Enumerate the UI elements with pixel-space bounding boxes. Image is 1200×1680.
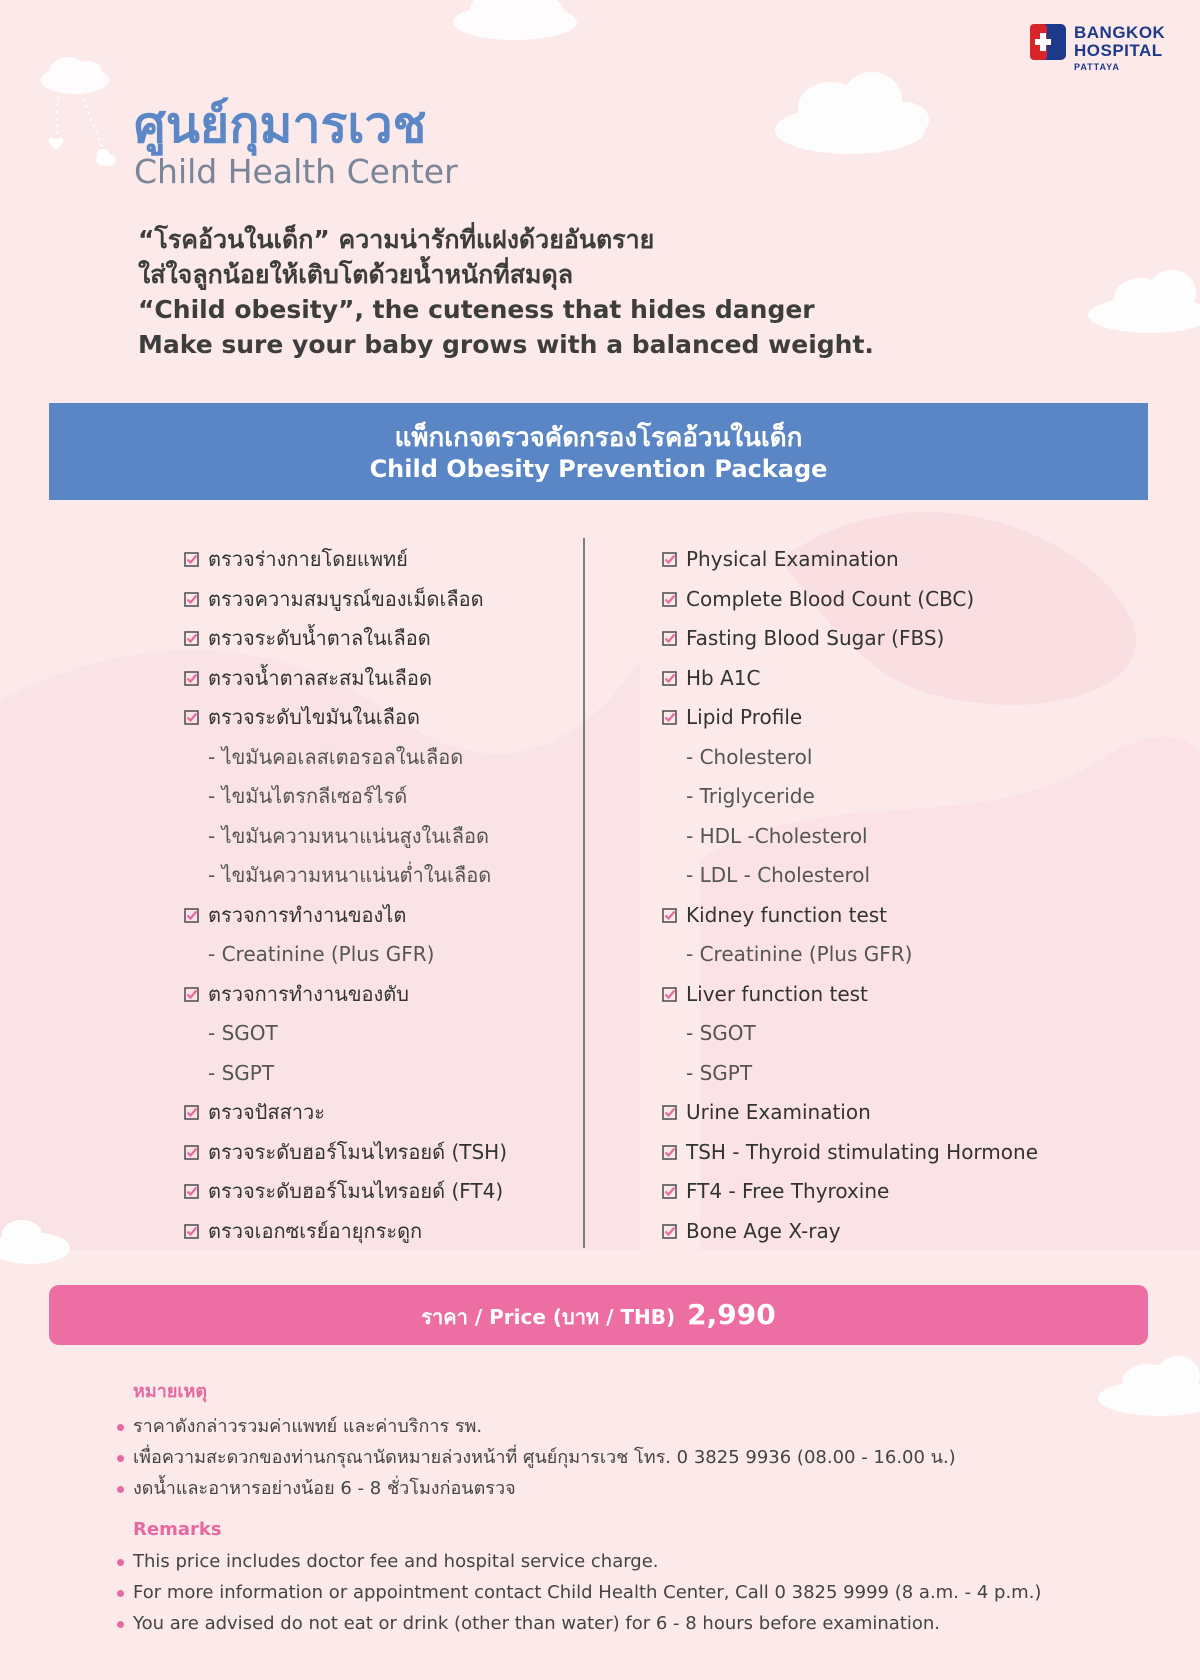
list-item: [662, 817, 1082, 857]
list-item: [184, 975, 564, 1015]
remark-item: เพื่อความสะดวกของท่านกรุณานัดหมายล่วงหน้าที่ ศูนย์กุมารเวช โทร. 0 3825 9936 (08.00 - 16.00 น.): [117, 1442, 956, 1473]
list-item: [662, 777, 1082, 817]
list-item: [184, 1133, 564, 1173]
list-item: [184, 856, 564, 896]
checkbox-checked-icon: [184, 1105, 199, 1120]
item-label: FT4 - Free Thyroxine: [686, 1179, 890, 1203]
list-item: [184, 738, 564, 778]
item-label: ตรวจการทำงานของตับ: [208, 981, 409, 1006]
hanging-string: [56, 90, 60, 142]
checkbox-checked-icon: [184, 908, 199, 923]
checkbox-checked-icon: [662, 1224, 677, 1239]
cloud-icon: [1098, 1356, 1200, 1416]
checkbox-checked-icon: [184, 1224, 199, 1239]
item-label: ตรวจระดับไขมันในเลือด: [208, 705, 420, 729]
list-item: [184, 659, 564, 699]
remarks-thai: [117, 1376, 956, 1504]
intro-line: Make sure your baby grows with a balanced weight.: [138, 330, 874, 359]
sub-item-label: - ไขมันความหนาแน่นต่ำในเลือด: [208, 863, 492, 887]
list-item: [662, 580, 1082, 620]
sub-item-label: - SGPT: [208, 1060, 275, 1085]
list-item: [662, 856, 1082, 896]
checkbox-checked-icon: [662, 987, 677, 1002]
intro-line: “Child obesity”, the cuteness that hides danger: [138, 295, 815, 324]
checkbox-checked-icon: [184, 671, 199, 686]
list-item: [184, 935, 564, 975]
checkbox-checked-icon: [662, 710, 677, 725]
item-label: Lipid Profile: [686, 705, 803, 729]
list-item: [662, 1014, 1082, 1054]
list-item: [662, 1212, 1082, 1252]
intro-line: ใส่ใจลูกน้อยให้เติบโตด้วยน้ำหนักที่สมดุล: [138, 260, 574, 289]
remark-item: For more information or appointment contact Child Health Center, Call 0 3825 9999 (8 a.m. - 4 p.m.): [117, 1577, 1041, 1608]
list-item: [184, 1054, 564, 1094]
checkbox-checked-icon: [184, 552, 199, 567]
checkbox-checked-icon: [662, 1145, 677, 1160]
checkbox-checked-icon: [662, 671, 677, 686]
item-label: Kidney function test: [686, 902, 888, 927]
list-item: [184, 540, 564, 580]
package-title-thai: แพ็กเกจตรวจคัดกรองโรคอ้วนในเด็ก: [394, 423, 803, 453]
item-label: Liver function test: [686, 981, 868, 1006]
checkbox-checked-icon: [662, 592, 677, 607]
logo-text-bangkok: BANGKOK: [1074, 23, 1166, 42]
hospital-logo: [1030, 24, 1190, 76]
checkbox-checked-icon: [184, 592, 199, 607]
checkbox-checked-icon: [662, 1184, 677, 1199]
sub-item-label: - ไขมันไตรกลีเซอร์ไรด์: [208, 784, 408, 808]
item-label: ตรวจระดับฮอร์โมนไทรอยด์ (TSH): [208, 1139, 508, 1164]
intro-text: [138, 222, 1138, 362]
checkbox-checked-icon: [184, 1145, 199, 1160]
sub-item-label: - Cholesterol: [686, 744, 813, 769]
remark-item: งดน้ำและอาหารอย่างน้อย 6 - 8 ชั่วโมงก่อนตรวจ: [117, 1473, 956, 1504]
page-title-english: Child Health Center: [134, 152, 458, 191]
list-item: [662, 1172, 1082, 1212]
remarks-heading-english: Remarks: [133, 1519, 222, 1540]
column-divider: [583, 538, 585, 1248]
list-item: [662, 659, 1082, 699]
item-label: ตรวจร่างกายโดยแพทย์: [208, 547, 408, 571]
logo-text-pattaya: PATTAYA: [1074, 62, 1120, 72]
item-label: Urine Examination: [686, 1100, 871, 1124]
item-label: ตรวจความสมบูรณ์ของเม็ดเลือด: [208, 586, 484, 611]
package-banner: [49, 403, 1148, 500]
list-item: [662, 1093, 1082, 1133]
list-item: [662, 698, 1082, 738]
cloud-icon: [96, 149, 116, 166]
item-label: Hb A1C: [686, 665, 761, 690]
sub-item-label: - SGPT: [686, 1060, 753, 1085]
checkbox-checked-icon: [662, 552, 677, 567]
checkbox-checked-icon: [662, 631, 677, 646]
list-item: [184, 1172, 564, 1212]
list-item: [184, 817, 564, 857]
hanging-string: [82, 92, 104, 152]
remark-item: You are advised do not eat or drink (other than water) for 6 - 8 hours before examination.: [117, 1608, 1041, 1639]
list-item: [662, 975, 1082, 1015]
list-item: [184, 1014, 564, 1054]
price-value: 2,990: [687, 1298, 776, 1331]
price-label: ราคา / Price (บาท / THB): [421, 1305, 676, 1329]
checkbox-checked-icon: [184, 631, 199, 646]
checkbox-checked-icon: [662, 1105, 677, 1120]
package-items-english: [662, 540, 1082, 1251]
sub-item-label: - SGOT: [686, 1021, 756, 1045]
item-label: ตรวจเอกซเรย์อายุกระดูก: [208, 1218, 423, 1243]
package-items-thai: [184, 540, 564, 1251]
list-item: [184, 777, 564, 817]
item-label: ตรวจน้ำตาลสะสมในเลือด: [208, 665, 432, 690]
item-label: Physical Examination: [686, 547, 899, 571]
cloud-icon: [775, 72, 929, 154]
intro-line: “โรคอ้วนในเด็ก” ความน่ารักที่แฝงด้วยอันตราย: [138, 225, 655, 254]
item-label: ตรวจการทำงานของไต: [208, 902, 407, 927]
cloud-icon: [41, 57, 109, 94]
sub-item-label: - HDL -Cholesterol: [686, 823, 868, 848]
remark-item: ราคาดังกล่าวรวมค่าแพทย์ และค่าบริการ รพ.: [117, 1411, 956, 1442]
list-item: [184, 698, 564, 738]
item-label: ตรวจปัสสาวะ: [208, 1100, 325, 1124]
list-item: [184, 580, 564, 620]
item-label: Complete Blood Count (CBC): [686, 586, 975, 611]
sub-item-label: - Triglyceride: [686, 784, 815, 808]
sub-item-label: - ไขมันคอเลสเตอรอลในเลือด: [208, 744, 464, 769]
list-item: [184, 619, 564, 659]
checkbox-checked-icon: [184, 1184, 199, 1199]
list-item: [662, 935, 1082, 975]
page-title-thai: ศูนย์กุมารเวช: [134, 96, 427, 154]
logo-text-hospital: HOSPITAL: [1074, 41, 1163, 60]
remarks-heading-thai: หมายเหตุ: [133, 1381, 208, 1402]
sub-item-label: - LDL - Cholesterol: [686, 863, 871, 887]
price-bar: [49, 1285, 1148, 1345]
remark-item: This price includes doctor fee and hospital service charge.: [117, 1546, 1041, 1577]
logo-mark-icon: [1030, 24, 1066, 60]
list-item: [662, 540, 1082, 580]
sub-item-label: - ไขมันความหนาแน่นสูงในเลือด: [208, 823, 490, 848]
item-label: ตรวจระดับฮอร์โมนไทรอยด์ (FT4): [208, 1179, 504, 1203]
list-item: [184, 896, 564, 936]
sub-item-label: - SGOT: [208, 1021, 278, 1045]
item-label: Fasting Blood Sugar (FBS): [686, 626, 945, 650]
list-item: [184, 1212, 564, 1252]
list-item: [184, 1093, 564, 1133]
remarks-english: [117, 1519, 1041, 1639]
item-label: ตรวจระดับน้ำตาลในเลือด: [208, 626, 431, 650]
cloud-icon: [453, 0, 577, 40]
checkbox-checked-icon: [184, 710, 199, 725]
list-item: [662, 1054, 1082, 1094]
list-item: [662, 738, 1082, 778]
sub-item-label: - Creatinine (Plus GFR): [208, 942, 435, 966]
item-label: TSH - Thyroid stimulating Hormone: [686, 1139, 1039, 1164]
item-label: Bone Age X-ray: [686, 1218, 841, 1243]
package-title-english: Child Obesity Prevention Package: [369, 455, 828, 483]
checkbox-checked-icon: [662, 908, 677, 923]
list-item: [662, 896, 1082, 936]
sub-item-label: - Creatinine (Plus GFR): [686, 942, 913, 966]
checkbox-checked-icon: [184, 987, 199, 1002]
list-item: [662, 1133, 1082, 1173]
list-item: [662, 619, 1082, 659]
